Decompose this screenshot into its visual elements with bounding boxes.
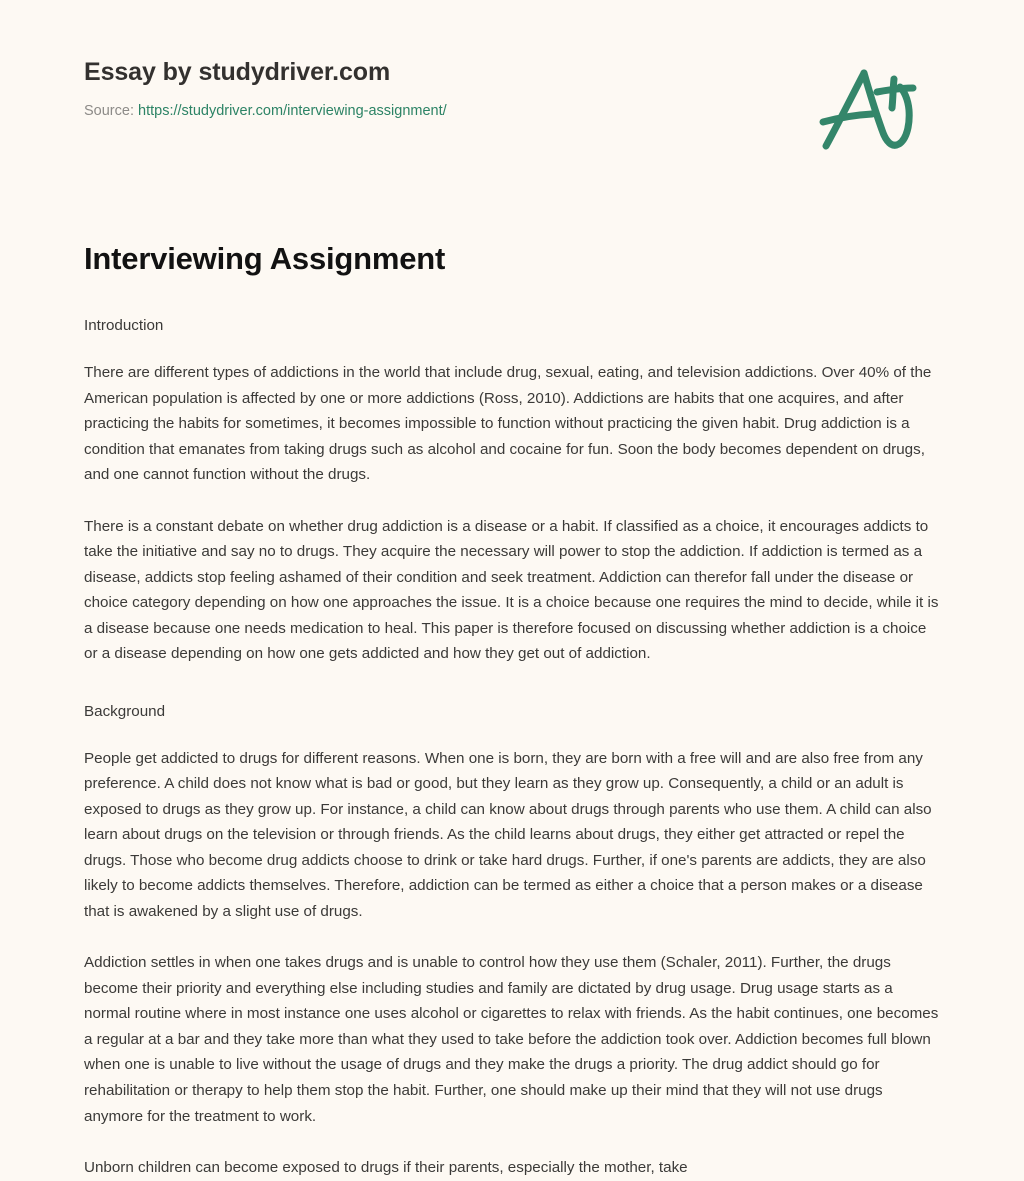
- a-plus-logo-icon: [814, 60, 926, 156]
- source-url-link[interactable]: https://studydriver.com/interviewing-assignment/: [138, 102, 447, 119]
- essay-attribution: Essay by studydriver.com: [84, 58, 391, 86]
- source-block: [84, 58, 447, 120]
- paragraph: There are different types of addictions in the world that include drug, sexual, eating, and television addictions. Over 40% of the American population is affected by one or more addictions (Ross, 2010). Addictions are habits that one acquires, and after practicing the habits for sometimes, it becomes impossible to function without practicing the given habit. Drug addiction is a condition that emanates from taking drugs such as alcohol and cocaine for fun. Soon the body becomes dependent on drugs, and one cannot function without the drugs.: [84, 363, 932, 484]
- document-header: [84, 0, 940, 156]
- paragraph: Addiction settles in when one takes drugs and is unable to control how they use them (Schaler, 2011). Further, the drugs become their priority and everything else including studies and family are dictated by drug usage. Drug usage starts as a normal routine where in most instance one uses alcohol or cigarettes to relax with friends. As the habit continues, one becomes a regular at a bar and they take more than what they used to take before the addiction took over. Addiction becomes full blown when one is unable to live without the usage of drugs and they make the drugs a priority. The drug addict should go for rehabilitation or therapy to help them stop the habit. Further, one should make up their mind that they will not use drugs anymore for the treatment to work.: [84, 954, 939, 1125]
- article-body: [84, 240, 940, 1181]
- source-label: Source:: [84, 102, 134, 119]
- page-title: Interviewing Assignment: [84, 241, 446, 276]
- paragraph: There is a constant debate on whether drug addiction is a disease or a habit. If classified as a choice, it encourages addicts to take the initiative and say no to drugs. They acquire the necessary will power to stop the addiction. If addiction is termed as a disease, addicts stop feeling ashamed of their condition and seek treatment. Addiction can therefor fall under the disease or choice category depending on how one approaches the issue. It is a choice because one requires the mind to decide, while it is a disease because one needs medication to heal. This paper is therefore focused on discussing whether addiction is a choice or a disease depending on how one gets addicted and how they get out of addiction.: [84, 517, 939, 663]
- section-heading-background: Background: [84, 702, 166, 720]
- paragraph-truncated: Unborn children can become exposed to drugs if their parents, especially the mother, take: [84, 1159, 688, 1177]
- paragraph: People get addicted to drugs for different reasons. When one is born, they are born with a free will and are also free from any preference. A child does not know what is bad or good, but they learn as they grow up. Consequently, a child or an adult is exposed to drugs as they grow up. For instance, a child can know about drugs through parents who use them. A child can also learn about drugs on the television or through friends. As the child learns about drugs, they either get attracted or repel the drugs. Those who become drug addicts choose to drink or take hard drugs. Further, if one's parents are addicts, they are also likely to become addicts themselves. Therefore, addiction can be termed as either a choice that a person makes or a disease that is awakened by a slight use of drugs.: [84, 749, 932, 920]
- source-line: [84, 103, 447, 120]
- section-heading-introduction: Introduction: [84, 317, 164, 335]
